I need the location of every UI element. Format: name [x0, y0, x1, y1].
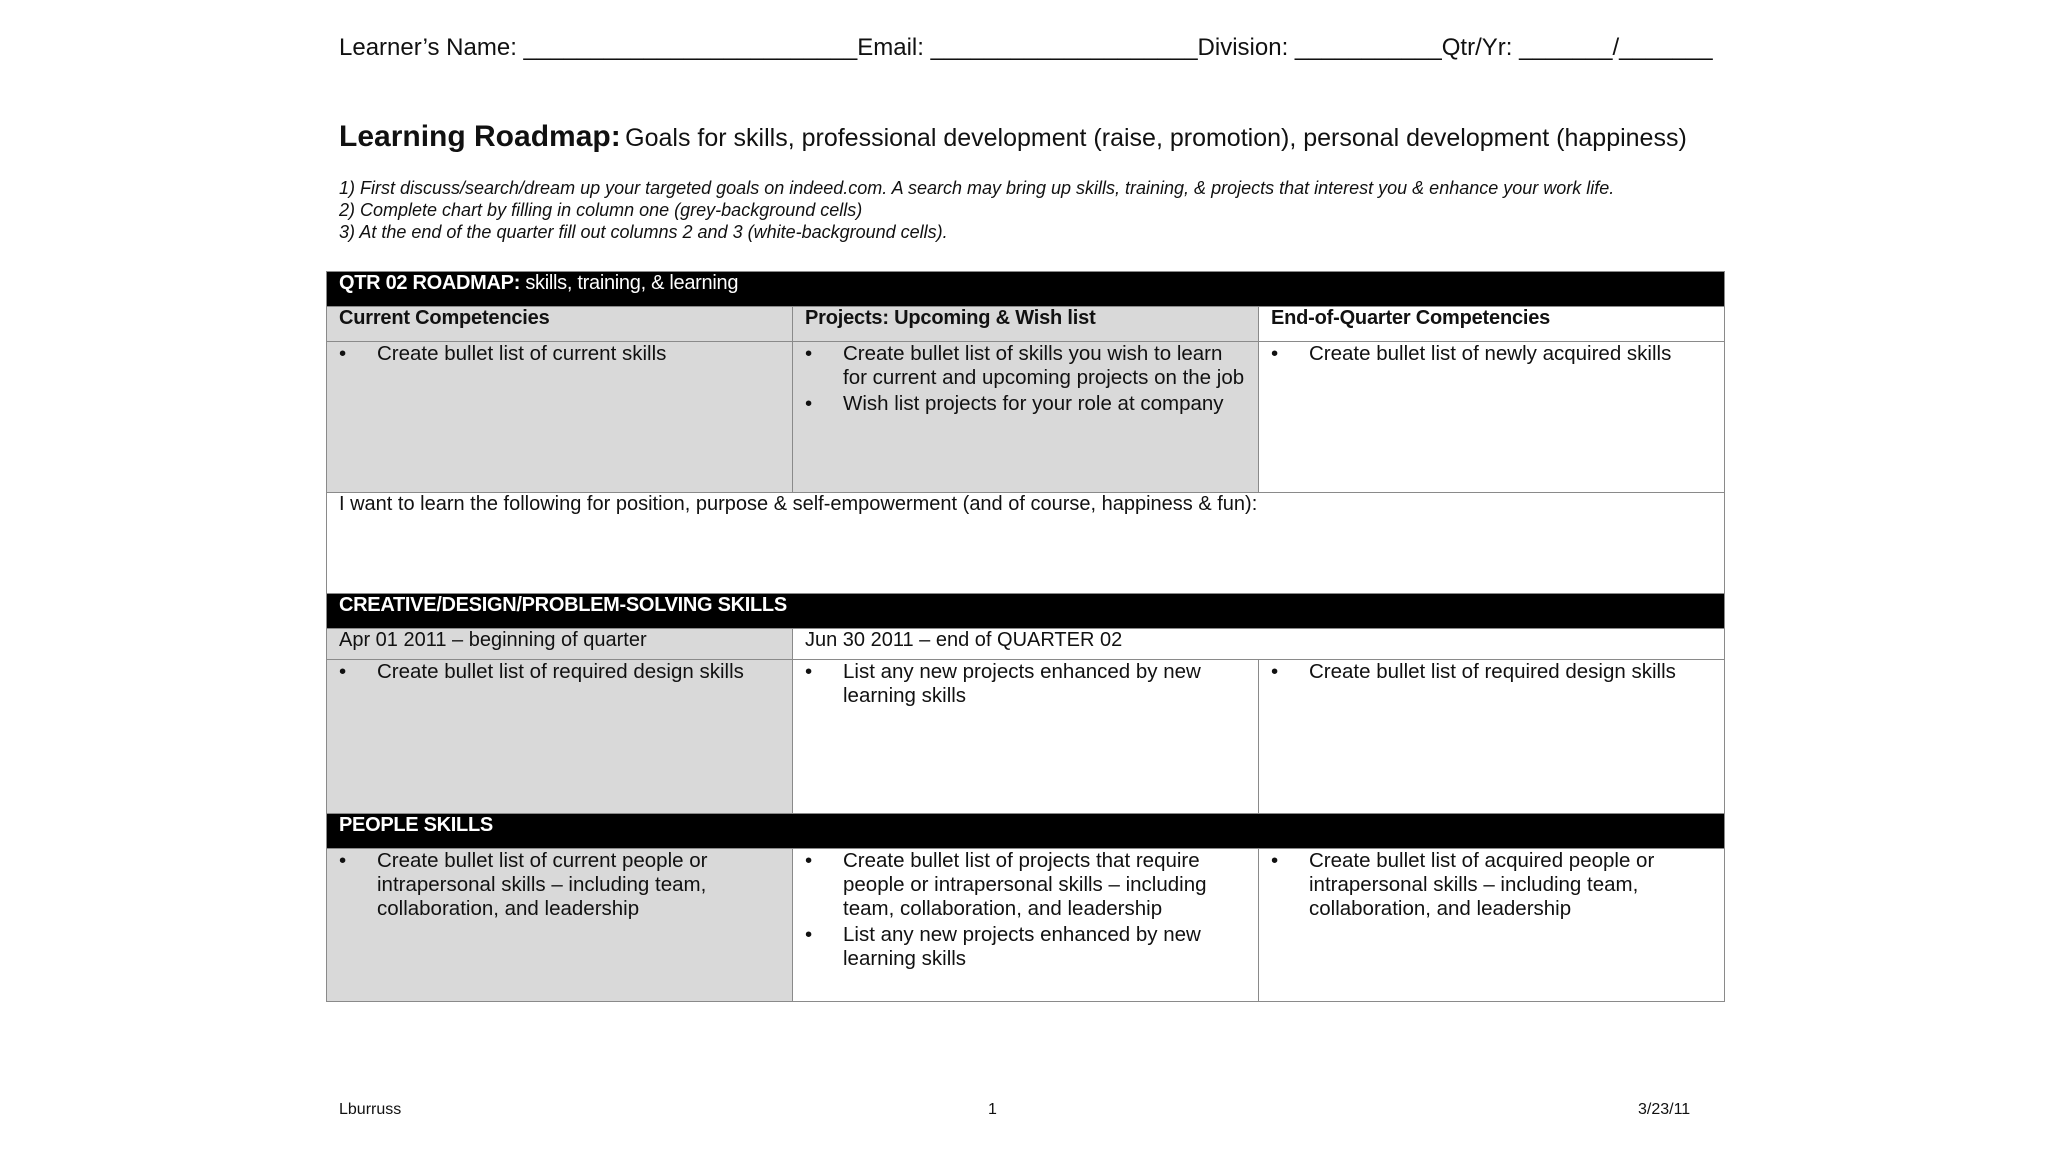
creative-row: [327, 660, 1725, 814]
creative-end-cell[interactable]: [1259, 660, 1725, 814]
col-header-end: End-of-Quarter Competencies: [1259, 307, 1725, 342]
list-item: • Create bullet list of projects that require people or intrapersonal skills – including team, collaboration, and leadership: [805, 849, 1246, 921]
roadmap-bar-bold: QTR 02 ROADMAP:: [339, 272, 521, 294]
roadmap-header-bar: [327, 272, 1725, 307]
creative-current-cell[interactable]: [327, 660, 793, 814]
people-projects-cell[interactable]: [793, 849, 1259, 1002]
people-current-cell[interactable]: [327, 849, 793, 1002]
instruction-3: 3) At the end of the quarter fill out columns 2 and 3 (white-background cells).: [339, 222, 948, 242]
creative-bar-label: CREATIVE/DESIGN/PROBLEM-SOLVING SKILLS: [327, 594, 1725, 629]
creative-header-bar: [327, 594, 1725, 629]
qtr-yr-field: Qtr/Yr: _______/_______: [1441, 34, 1713, 61]
list-item: • Create bullet list of skills you wish to learn for current and upcoming projects on the job: [805, 342, 1246, 390]
creative-projects-cell[interactable]: [793, 660, 1259, 814]
end-date: Jun 30 2011 – end of QUARTER 02: [793, 629, 1725, 660]
people-end-cell[interactable]: [1259, 849, 1725, 1002]
people-header-bar: [327, 814, 1725, 849]
people-row: [327, 849, 1725, 1002]
end-competencies-cell[interactable]: [1259, 342, 1725, 493]
footer-author: Lburruss: [339, 1101, 402, 1118]
learning-goals-cell[interactable]: I want to learn the following for position, purpose & self-empowerment (and of course, happiness & fun):: [327, 493, 1725, 594]
email-field: Email: ____________________: [857, 34, 1198, 61]
list-item: • Create bullet list of required design skills: [1271, 660, 1712, 684]
list-item: • Create bullet list of newly acquired skills: [1271, 342, 1712, 366]
footer-page-number: 1: [988, 1101, 997, 1118]
list-item: • Create bullet list of required design skills: [339, 660, 780, 684]
date-row: [327, 629, 1725, 660]
current-competencies-cell[interactable]: [327, 342, 793, 493]
instructions: [339, 177, 1614, 243]
list-item: • Create bullet list of acquired people or intrapersonal skills – including team, collaboration, and leadership: [1271, 849, 1712, 921]
instruction-1: 1) First discuss/search/dream up your targeted goals on indeed.com. A search may bring up skills, training, & projects that interest you & enhance your work life.: [339, 178, 1615, 198]
learner-name-field: Learner’s Name: _________________________: [339, 34, 858, 61]
learner-info-line: [339, 34, 1713, 62]
start-date: Apr 01 2011 – beginning of quarter: [327, 629, 793, 660]
list-item: • List any new projects enhanced by new learning skills: [805, 660, 1246, 708]
column-headers: [327, 307, 1725, 342]
list-item: • Wish list projects for your role at company: [805, 392, 1246, 416]
people-bar-label: PEOPLE SKILLS: [327, 814, 1725, 849]
list-item: • List any new projects enhanced by new learning skills: [805, 923, 1246, 971]
roadmap-row: [327, 342, 1725, 493]
footer-date: 3/23/11: [1638, 1101, 1691, 1118]
list-item: • Create bullet list of current people or intrapersonal skills – including team, collaboration, and leadership: [339, 849, 780, 921]
division-field: Division: ___________: [1197, 34, 1442, 61]
list-item: • Create bullet list of current skills: [339, 342, 780, 366]
col-header-current: Current Competencies: [327, 307, 793, 342]
title-bold: Learning Roadmap:: [339, 120, 621, 153]
instruction-2: 2) Complete chart by filling in column one (grey-background cells): [339, 200, 863, 220]
roadmap-bar-rest: skills, training, & learning: [525, 272, 739, 294]
projects-cell[interactable]: [793, 342, 1259, 493]
title-subtitle: Goals for skills, professional development (raise, promotion), personal development (happiness): [625, 124, 1687, 152]
col-header-projects: Projects: Upcoming & Wish list: [793, 307, 1259, 342]
roadmap-table: [326, 271, 1725, 1002]
learning-goals-row: [327, 493, 1725, 594]
page-title: [339, 120, 1687, 154]
